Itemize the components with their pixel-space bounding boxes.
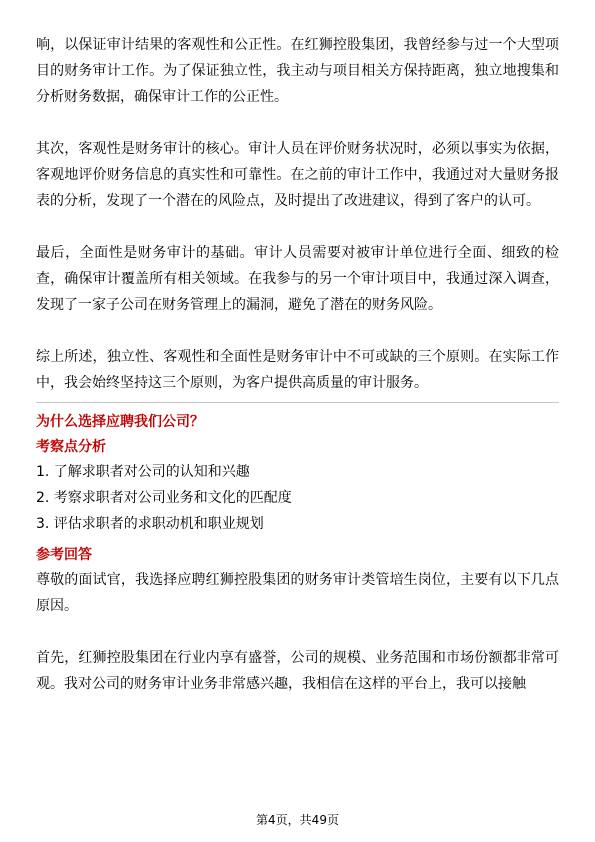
page-number-footer: 第4页，共49页 bbox=[256, 813, 339, 827]
analysis-list bbox=[36, 459, 559, 537]
answer-paragraph-1: 尊敬的面试官，我选择应聘红狮控股集团的财务审计类管培生岗位，主要有以下几点原因。 bbox=[36, 572, 559, 614]
analysis-item: 2. 考察求职者对公司业务和文化的匹配度 bbox=[36, 490, 292, 506]
question-title: 为什么选择应聘我们公司？ bbox=[36, 414, 204, 430]
document-page bbox=[36, 32, 559, 697]
body-paragraph-3: 最后，全面性是财务审计的基础。审计人员需要对被审计单位进行全面、细致的检查，确保审计覆盖所有相关领域。在我参与的另一个审计项目中，我通过深入调查，发现了一家子公司在财务管理上的漏洞，避免了潜在的财务风险。 bbox=[36, 245, 559, 313]
analysis-item: 1. 了解求职者对公司的认知和兴趣 bbox=[36, 464, 250, 480]
analysis-item: 3. 评估求职者的求职动机和职业规划 bbox=[36, 516, 264, 532]
answer-heading: 参考回答 bbox=[36, 547, 92, 563]
answer-paragraph-2: 首先，红狮控股集团在行业内享有盛誉，公司的规模、业务范围和市场份额都非常可观。我对公司的财务审计业务非常感兴趣，我相信在这样的平台上，我可以接触 bbox=[36, 650, 559, 692]
analysis-heading: 考察点分析 bbox=[36, 439, 106, 455]
body-paragraph-2: 其次，客观性是财务审计的核心。审计人员在评价财务状况时，必须以事实为依据，客观地评价财务信息的真实性和可靠性。在之前的审计工作中，我通过对大量财务报表的分析，发现了一个潜在的风险点，及时提出了改进建议，得到了客户的认可。 bbox=[36, 141, 559, 209]
body-paragraph-4: 综上所述，独立性、客观性和全面性是财务审计中不可或缺的三个原则。在实际工作中，我会始终坚持这三个原则，为客户提供高质量的审计服务。 bbox=[36, 349, 559, 391]
section-divider bbox=[36, 402, 559, 403]
body-paragraph-1: 响，以保证审计结果的客观性和公正性。在红狮控股集团，我曾经参与过一个大型项目的财务审计工作。为了保证独立性，我主动与项目相关方保持距离，独立地搜集和分析财务数据，确保审计工作的公正性。 bbox=[36, 37, 559, 105]
